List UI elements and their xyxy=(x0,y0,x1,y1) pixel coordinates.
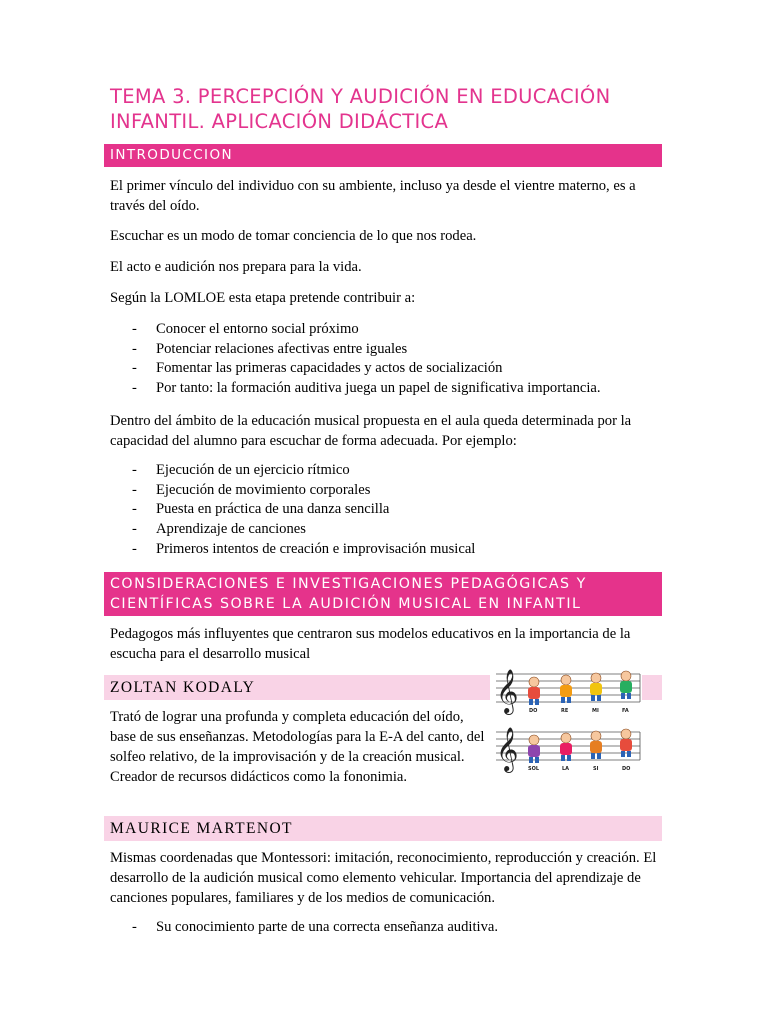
note-label: RE xyxy=(561,708,569,714)
note-label: FA xyxy=(622,708,629,714)
intro-paragraph-2: Escuchar es un modo de tomar conciencia de lo que nos rodea. xyxy=(110,228,477,244)
consideraciones-paragraph: Pedagogos más influyentes que centraron sus modelos educativos en la importancia de la escucha para el desarrollo musical xyxy=(110,626,631,662)
page-title: TEMA 3. PERCEPCIÓN Y AUDICIÓN EN EDUCACIÓN INFANTIL. APLICACIÓN DIDÁCTICA xyxy=(110,85,611,133)
subsection-heading-martenot: MAURICE MARTENOT xyxy=(104,816,662,841)
intro-bullet-list-2 xyxy=(110,461,670,560)
treble-clef-icon: 𝄞 xyxy=(496,727,519,771)
intro-paragraph-1: El primer vínculo del individuo con su ambiente, incluso ya desde el vientre materno, es a través del oído. xyxy=(110,178,636,214)
intro-paragraph-3: El acto e audición nos prepara para la vida. xyxy=(110,259,362,275)
note-label: SOL xyxy=(528,766,540,772)
list-item: - Su conocimiento parte de una correcta enseñanza auditiva. xyxy=(110,918,670,938)
list-item: - Conocer el entorno social próximo xyxy=(110,320,670,340)
intro-paragraph-5: Dentro del ámbito de la educación musical propuesta en el aula queda determinada por la capacidad del alumno para escuchar de forma adecuada. Por ejemplo: xyxy=(110,413,632,449)
intro-paragraph-4: Según la LOMLOE esta etapa pretende contribuir a: xyxy=(110,290,416,306)
section-heading-line: CIENTÍFICAS SOBRE LA AUDICIÓN MUSICAL EN INFANTIL xyxy=(110,596,582,612)
note-label: MI xyxy=(592,708,599,714)
martenot-paragraph: Mismas coordenadas que Montessori: imitación, reconocimiento, reproducción y creación. El desarrollo de la audición musical como elemento vehicular. Importancia del aprendizaje de canciones populares, familiares y de los medios de comunicación. xyxy=(110,850,657,906)
section-heading-introduccion: INTRODUCCION xyxy=(104,144,662,167)
list-item: - Puesta en práctica de una danza sencilla xyxy=(110,500,670,520)
subsection-heading-kodaly: ZOLTAN KODALY xyxy=(104,675,662,700)
list-item: - Primeros intentos de creación e improvisación musical xyxy=(110,540,670,560)
list-item: - Por tanto: la formación auditiva juega un papel de significativa importancia. xyxy=(110,379,670,399)
note-label: DO xyxy=(529,708,538,714)
note-label: DO xyxy=(622,766,631,772)
kodaly-paragraph: Trató de lograr una profunda y completa educación del oído, base de sus enseñanzas. Metodologías para la E-A del canto, del solfeo relativo, de la improvisación y de la creación musical. Creador de recursos didácticos como la fononimia. xyxy=(110,709,485,785)
list-item: - Aprendizaje de canciones xyxy=(110,520,670,540)
section-heading-line: CONSIDERACIONES E INVESTIGACIONES PEDAGÓGICAS Y xyxy=(110,576,587,592)
note-label: LA xyxy=(562,766,570,772)
list-item: - Ejecución de un ejercicio rítmico xyxy=(110,461,670,481)
list-item: - Ejecución de movimiento corporales xyxy=(110,481,670,501)
solfege-staff-image xyxy=(490,666,642,794)
note-label: SI xyxy=(593,766,599,772)
list-item: - Fomentar las primeras capacidades y actos de socialización xyxy=(110,359,670,379)
intro-bullet-list-1 xyxy=(110,320,670,399)
treble-clef-icon: 𝄞 xyxy=(496,669,519,713)
martenot-bullet-list xyxy=(110,918,670,938)
section-heading-consideraciones xyxy=(104,572,662,616)
list-item: - Potenciar relaciones afectivas entre iguales xyxy=(110,340,670,360)
